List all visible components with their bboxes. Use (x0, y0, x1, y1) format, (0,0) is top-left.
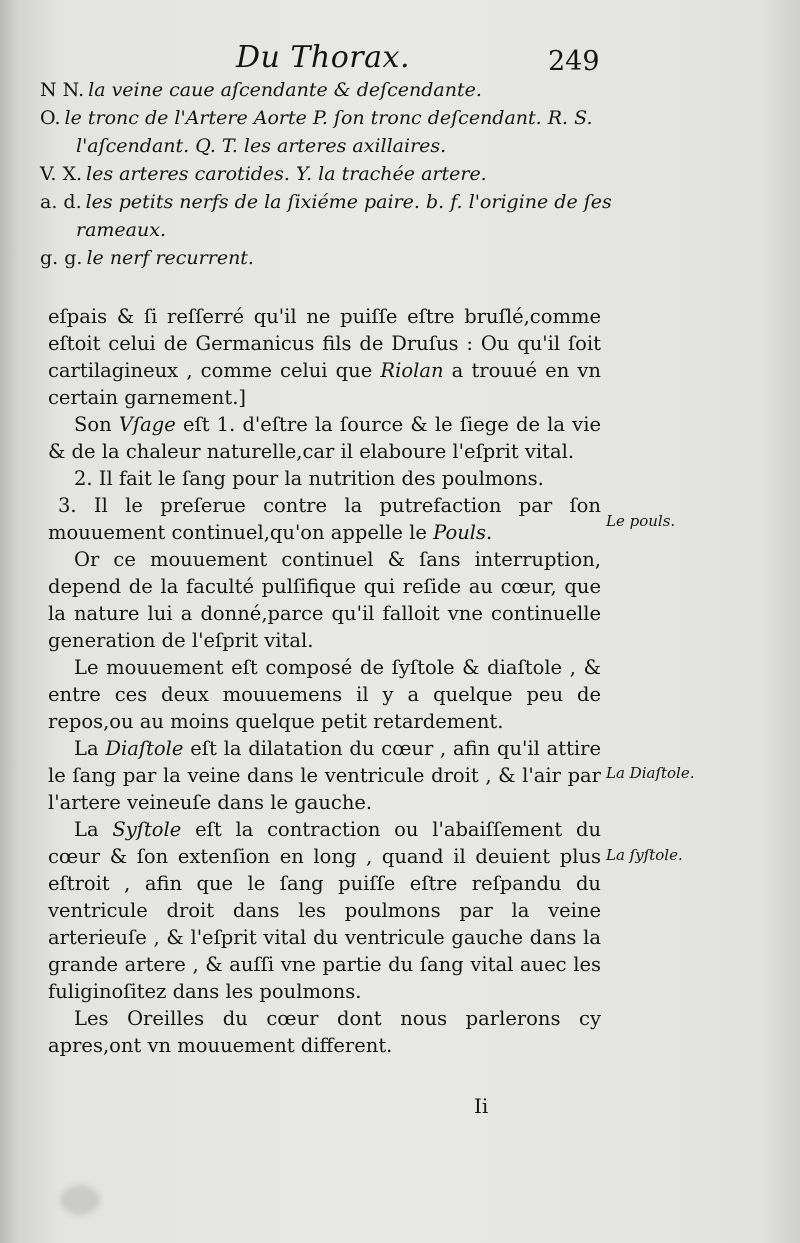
paragraph-text: Le mouuement eſt composé de ſyſtole & diaſtole , & entre ces deux mouuemens il y a quelque peu de repos,ou au moins quelque petit retardement. (48, 656, 601, 733)
paragraph-text: 3. Il le preſerue contre la putrefaction par ſon mouuement continuel,qu'on appelle le (48, 494, 601, 544)
paragraph-text: Or ce mouuement continuel & ſans interruption, depend de la faculté pulſifique qui reſide au cœur, que la nature lui a donné,parce qu'il falloit vne continuelle generation de l'eſprit vital. (48, 548, 601, 652)
term-usage: Vſage (118, 413, 176, 436)
paragraph-text: eſt la contraction ou l'abaiſſement du cœur & ſon extenſion en long , quand il deuient plus eſtroit , afin que le ſang puiſſe eſtre reſpandu du ventricule droit dans les poulmons par la veine arterieuſe , & l'eſprit vital du ventricule gauche dans la grande artere , & auſſi vne partie du ſang vital auec les fuliginoſitez dans les poulmons. (48, 818, 602, 1003)
paragraph-text: 2. Il fait le ſang pour la nutrition des poulmons. (74, 467, 544, 490)
paragraph (48, 1005, 601, 1059)
paragraph (48, 465, 601, 492)
paragraph-text: eſt 1. d'eſtre la ſource & le ſiege de la vie & de la chaleur naturelle,car il elaboure l'eſprit vital. (48, 413, 601, 463)
paragraph-text: Les Oreilles du cœur dont nous parlerons cy apres,ont vn mouuement different. (48, 1007, 601, 1057)
legend-text: rameaux. (76, 219, 166, 241)
paragraph (48, 546, 601, 654)
legend-key: g. g. (40, 247, 83, 269)
legend-line (40, 132, 640, 160)
paragraph-text: a trouué en vn certain garnement.] (48, 359, 601, 409)
paragraph-text: eſt la dilatation du cœur , afin qu'il attire le ſang par la veine dans le ventricule droit , & l'air par l'artere veineuſe dans le gauche. (48, 737, 602, 814)
paragraph (48, 411, 601, 465)
margin-note-systole: La ſyſtole. (606, 846, 683, 864)
legend-key: N N. (40, 79, 85, 101)
legend-text: l'aſcendant. Q. T. les arteres axillaires. (76, 135, 447, 157)
legend-key: V. X. (40, 163, 83, 185)
author-name: Riolan (380, 359, 444, 382)
running-title: Du Thorax. (236, 40, 410, 75)
legend-text: le nerf recurrent. (86, 247, 254, 269)
paragraph (48, 735, 601, 816)
legend-text: le tronc de l'Artere Aorte P. ſon tronc deſcendant. R. S. (64, 107, 593, 129)
paragraph (48, 492, 601, 546)
paragraph (48, 303, 601, 411)
paragraph (48, 654, 601, 735)
paragraph-text: La (74, 818, 99, 841)
term-systole: Syſtole (112, 818, 182, 841)
margin-note-pouls: Le pouls. (606, 512, 676, 530)
term-pouls: Pouls (433, 521, 486, 544)
legend-key: a. d. (40, 191, 82, 213)
paragraph (48, 816, 601, 1005)
legend-line (40, 216, 640, 244)
main-text (48, 303, 601, 1059)
legend-line (40, 188, 640, 216)
page-number: 249 (548, 46, 600, 77)
term-diastole: Diaſtole (105, 737, 184, 760)
running-head (0, 40, 800, 80)
paragraph-text: . (486, 521, 493, 544)
paragraph-text: La (74, 737, 99, 760)
legend-line (40, 244, 640, 272)
margin-note-diastole: La Diaſtole. (606, 764, 695, 782)
legend-key: O. (40, 107, 61, 129)
legend-line (40, 76, 640, 104)
ink-smudge (60, 1185, 100, 1215)
figure-legend (40, 76, 640, 272)
legend-line (40, 104, 640, 132)
paragraph-text: eſpais & ſi reſſerré qu'il ne puiſſe eſtre bruſlé,comme eſtoit celui de Germanicus fils de Druſus : Ou qu'il ſoit cartilagineux , comme celui que (48, 305, 601, 382)
legend-text: les arteres carotides. Y. la trachée artere. (86, 163, 487, 185)
legend-line (40, 160, 640, 188)
legend-text: la veine caue aſcendante & deſcendante. (88, 79, 482, 101)
legend-text: les petits nerfs de la ſixiéme paire. b. f. l'origine de ſes (85, 191, 612, 213)
signature-mark: Ii (474, 1094, 489, 1118)
paragraph-text: Son (74, 413, 112, 436)
